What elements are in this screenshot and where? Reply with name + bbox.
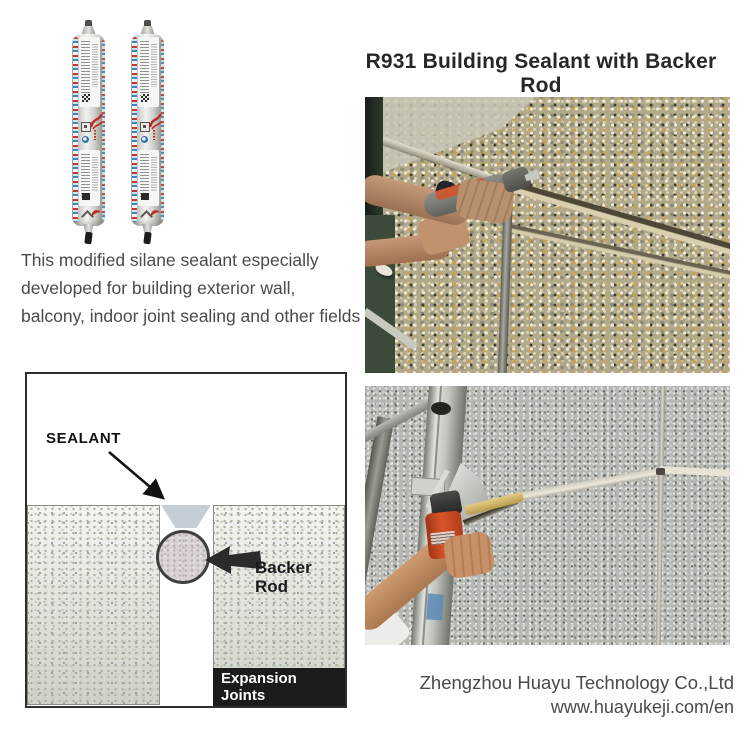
- pack-lower-label: [79, 150, 100, 206]
- brand-logo-icon: [148, 112, 162, 144]
- description-line-1: This modified silane sealant especially: [21, 250, 319, 270]
- backer-rod-pointer-arrow: [205, 546, 262, 574]
- pack-bottom-clip: [143, 232, 151, 245]
- sealant-pointer-arrow: [109, 452, 163, 498]
- brand-logo-icon: [89, 112, 103, 144]
- joint-cross-section-diagram: [25, 372, 347, 708]
- joint-crossing-notch: [656, 468, 665, 475]
- wall-joint-lower: [504, 223, 730, 281]
- fresh-sealant-bead-right: [659, 466, 730, 477]
- sealant-sausage-pack-2: [131, 20, 164, 250]
- pack-bottom-clip: [84, 232, 92, 245]
- pack-body: [72, 34, 105, 226]
- sealant-sausage-pack-1: [72, 20, 105, 250]
- blue-seal-icon: [141, 136, 148, 143]
- pack-upper-label: [79, 37, 100, 107]
- footer: [314, 670, 734, 719]
- qr-code-icon: [141, 94, 149, 102]
- qr-code-icon: [82, 94, 90, 102]
- page-title: R931 Building Sealant with Backer Rod: [365, 50, 717, 97]
- sealant-label: SEALANT: [46, 430, 122, 447]
- website-url: www.huayukeji.com/en: [550, 697, 734, 717]
- worker-hand: [442, 530, 497, 580]
- pack-blue-stripe: [73, 37, 78, 222]
- photo-applying-sealant: [365, 386, 730, 645]
- blue-tape-marker: [426, 593, 444, 620]
- expansion-joints-label: Expansion Joints: [213, 668, 345, 706]
- pack-blue-stripe: [132, 37, 137, 222]
- pack-lower-label: [138, 150, 159, 206]
- description-line-2: developed for building exterior wall,: [21, 278, 296, 298]
- company-name: Zhengzhou Huayu Technology Co.,Ltd: [419, 672, 734, 693]
- barcode-icon: [82, 193, 90, 200]
- product-description: [21, 246, 363, 330]
- pack-upper-label: [138, 37, 159, 107]
- photo-removing-old-sealant: [365, 97, 730, 373]
- pack-body: [131, 34, 164, 226]
- fresh-sealant-bead: [511, 468, 662, 502]
- description-line-3: balcony, indoor joint sealing and other fields: [21, 306, 361, 326]
- vertical-panel-joint: [656, 386, 666, 645]
- ladder-cross-brace: [365, 399, 433, 443]
- backer-rod-label: Backer Rod: [255, 558, 312, 596]
- annotation-arrows: [27, 374, 345, 706]
- wall-joint-open: [496, 177, 730, 256]
- barcode-icon: [141, 193, 149, 200]
- blue-seal-icon: [82, 136, 89, 143]
